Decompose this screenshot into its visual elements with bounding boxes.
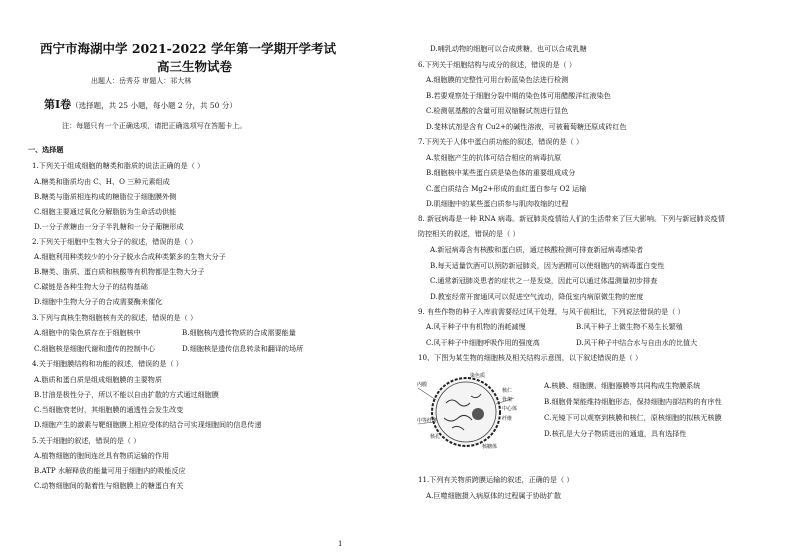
question-stem: 11.下列有关物质跨膜运输的叙述，正确的是（ ） bbox=[418, 475, 574, 484]
question-option: A.风干种子中有机物的消耗减慢 bbox=[426, 322, 526, 331]
question-option: B.甘油是极性分子，所以不能以自由扩散的方式通过细胞膜 bbox=[34, 390, 219, 399]
question-option: A.细胞膜的完整性可用台盼蓝染色法进行检测 bbox=[426, 75, 569, 84]
page-title: 西宁市海湖中学 2021-2022 学年第一学期开学考试 bbox=[40, 41, 336, 56]
question-option: B.糖类、脂质、蛋白质和核酸等有机物都是生物大分子 bbox=[34, 267, 205, 276]
question-option: B.细胞核内遗传物质的合成需要能量 bbox=[182, 328, 296, 337]
label-inner-membrane: 内膜 bbox=[417, 382, 428, 388]
question-stem: 2.下列关于细胞中生物大分子的叙述，错误的是（ ） bbox=[32, 237, 198, 246]
question-stem-continued: 防控相关的叙述，错误的是（ ） bbox=[418, 229, 520, 238]
question-option: D.一分子蔗糖由一分子半乳糖和一分子葡糖形成 bbox=[34, 222, 184, 231]
question-option: D.教室经常开窗通风可以促进空气流动，降低室内病原微生物的密度 bbox=[430, 292, 644, 301]
nuclear-envelope bbox=[432, 378, 500, 446]
question-stem: 10、下图为某生物的细胞核及相关结构示意图，以下叙述错误的是（ ） bbox=[418, 353, 643, 362]
question-option: C.碳链是各种生物大分子的结构基础 bbox=[34, 282, 148, 291]
question-option: C.风干种子中细胞呼吸作用的强度高 bbox=[426, 338, 540, 347]
label-center: 中心体 bbox=[502, 406, 518, 412]
page-number: 1 bbox=[338, 540, 343, 548]
label-nuclear-pore: 核孔 bbox=[430, 434, 441, 440]
label-skeleton: 骨架 bbox=[502, 397, 513, 403]
question-option: A.脂质和蛋白质是组成细胞膜的主要物质 bbox=[34, 375, 162, 384]
question-option: D.斐林试剂是含有 Cu2+的碱性溶液，可被葡萄糖还原成砖红色 bbox=[426, 122, 627, 131]
question-option: D.细胞核是遗传信息转录和翻译的场所 bbox=[182, 344, 304, 353]
question-stem: 9. 有些作物的种子入库前需要经过风干处理，与风干前相比，下列说法错误的是（ ） bbox=[418, 307, 685, 316]
label-ribosome: 核糖体 bbox=[482, 444, 498, 450]
question-option: A.浆细胞产生的抗体可结合相应的病毒抗原 bbox=[426, 153, 562, 162]
er-line bbox=[418, 388, 436, 400]
question-option: D.细胞中生物大分子的合成需要酶来催化 bbox=[34, 297, 163, 306]
question-option: A.核膜、细胞膜、细胞器膜等共同构成生物膜系统 bbox=[544, 381, 701, 390]
question-option: C.细胞核是细胞代谢和遗传的控制中心 bbox=[34, 344, 155, 353]
question-option: A.细胞中的染色质存在于细胞核中 bbox=[34, 328, 141, 337]
question-option: B.细胞骨架能维持细胞形态，保持细胞内部结构的有序性 bbox=[544, 397, 722, 406]
page-subtitle: 高三生物试卷 bbox=[157, 59, 233, 74]
question-option: B.每天适量饮酒可以预防新冠肺炎，因为酒精可以使细胞内的病毒蛋白变性 bbox=[430, 261, 665, 270]
question-option: B.ATP 水解释放的能量可用于细胞内的吸能反应 bbox=[34, 466, 186, 475]
question-stem: 7.下列关于人体中蛋白质功能的叙述，错误的是（ ） bbox=[418, 137, 584, 146]
question-option: D.细胞产生的激素与靶细胞膜上相应受体的结合可实现细胞间的信息传递 bbox=[34, 420, 262, 429]
question-stem: 8. 新冠病毒是一种 RNA 病毒。新冠肺炎疫情给人们的生活带来了巨大影响。下列与新冠肺炎疫情 bbox=[418, 214, 725, 223]
label-fiber: 纤维 bbox=[502, 416, 513, 422]
question-option: C.光镜下可以观察到核膜和核仁，原核细胞的拟核无核膜 bbox=[544, 413, 722, 422]
question-option: C.细胞主要通过氧化分解脂肪为生命活动供能 bbox=[34, 207, 177, 216]
question-option: B.糖类与脂质相连构成的糖脂位于细胞膜外侧 bbox=[34, 192, 177, 201]
question-option: A.巨噬细胞摄入病原体的过程属于协助扩散 bbox=[426, 491, 562, 500]
question-stem: 1.下列关于组成细胞的糖类和脂质的说法正确的是（ ） bbox=[32, 161, 205, 170]
label-middle-fiber: 中等纤维 bbox=[417, 418, 438, 424]
section-heading-title: 第Ⅰ卷 bbox=[44, 98, 72, 111]
question-stem: 4.关于细胞膜结构和功能的叙述，错误的是（ ） bbox=[32, 359, 183, 368]
section-heading-rest: （选择题，共 25 小题，每小题 2 分，共 50 分） bbox=[71, 101, 237, 110]
question-stem: 5.关于细胞的叙述，错误的是（ ） bbox=[32, 436, 141, 445]
question-option: C.蛋白质结合 Mg2+形成的血红蛋白参与 O2 运输 bbox=[426, 184, 587, 193]
section-heading bbox=[44, 100, 237, 110]
question-option: D.哺乳动物的细胞可以合成蔗糖，也可以合成乳糖 bbox=[430, 44, 587, 53]
question-option: C.通常新冠肺炎患者的症状之一是发烧，因此可以通过体温测量初步排查 bbox=[430, 276, 658, 285]
question-option: B.风干种子上微生物不易生长繁殖 bbox=[576, 322, 683, 331]
question-option: A.植物细胞的胞间连丝具有物质运输的作用 bbox=[34, 451, 170, 460]
question-option: B.若要观察处于细胞分裂中期的染色体可用醋酸洋红液染色 bbox=[426, 91, 611, 100]
authors-line: 出题人：岳秀芬 审题人：祁大林 bbox=[91, 77, 192, 85]
question-option: D.核孔是大分子物质进出的通道，具有选择性 bbox=[544, 429, 687, 438]
question-option: C.检测氨基酸的含量可用双缩脲试剂进行显色 bbox=[426, 106, 569, 115]
label-nucleolus: 核仁 bbox=[502, 388, 513, 394]
question-stem: 3.下列与真核生物细胞核有关的叙述，错误的是（ ） bbox=[32, 313, 198, 322]
nucleolus-shape bbox=[472, 408, 484, 420]
instructions-note: 注：每题只有一个正确选项，请把正确选项写在答题卡上。 bbox=[62, 121, 247, 130]
part-label: 一、选择题 bbox=[28, 145, 64, 154]
question-option: D.肌细胞中的某些蛋白质参与肌肉收缩的过程 bbox=[426, 199, 569, 208]
question-option: B.细胞核中某些蛋白质是染色体的重要组成成分 bbox=[426, 168, 576, 177]
question-option: C.动物细胞间的黏着性与细胞膜上的糖蛋白有关 bbox=[34, 481, 184, 490]
question-option: C.当细胞衰老时，其细胞膜的通透性会发生改变 bbox=[34, 405, 184, 414]
question-option: A.新冠病毒含有核酸和蛋白质，通过核酸检测可排查新冠病毒感染者 bbox=[430, 245, 644, 254]
question-option: D.风干种子中结合水与自由水的比值大 bbox=[576, 338, 698, 347]
question-option: A.糖类和脂质均由 C、H、O 三种元素组成 bbox=[34, 177, 170, 186]
question-stem: 6.下列关于细胞结构与成分的叙述，错误的是（ ） bbox=[418, 60, 576, 69]
label-chromatin: 染色质 bbox=[470, 373, 486, 379]
nucleus-diagram bbox=[416, 368, 520, 452]
question-option: A.细胞利用种类较少的小分子脱水合成种类繁多的生物大分子 bbox=[34, 252, 226, 261]
